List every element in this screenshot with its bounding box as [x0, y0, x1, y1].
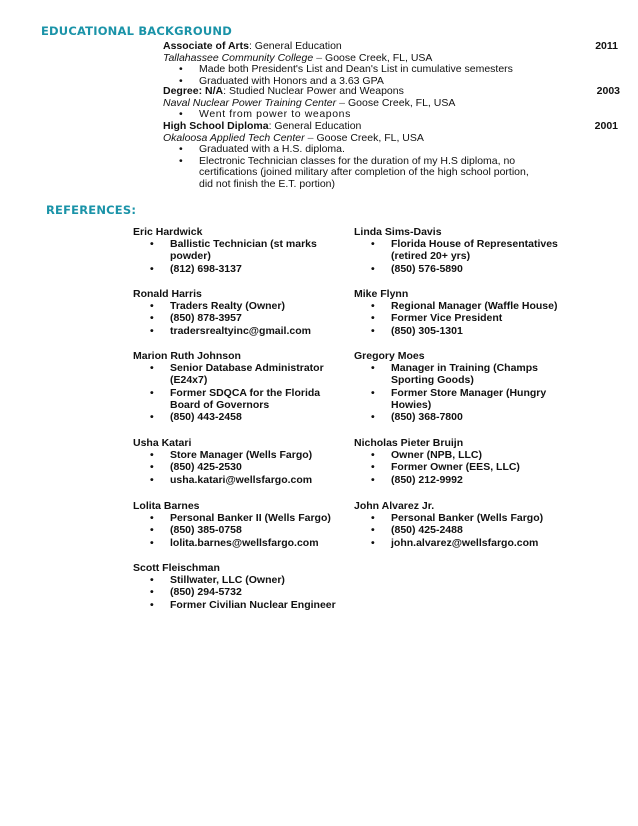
education-bullet: • Graduated with Honors and a 3.63 GPA [163, 76, 618, 88]
degree-name: High School Diploma [163, 120, 269, 132]
references-section-title: REFERENCES: [46, 203, 137, 217]
degree-field: : Studied Nuclear Power and Weapons [223, 85, 404, 97]
reference-detail: • Traders Realty (Owner) [133, 300, 348, 312]
degree-field: : General Education [268, 120, 362, 132]
reference-card [133, 437, 348, 486]
reference-phone: • (812) 698-3137 [133, 263, 333, 275]
reference-phone: • (850) 305-1301 [354, 325, 569, 337]
reference-card [133, 288, 348, 337]
reference-detail: • Former SDQCA for the Florida Board of Governors [133, 387, 343, 411]
education-bullets [163, 144, 533, 190]
reference-card [133, 562, 348, 611]
school-location: Goose Creek, FL, USA [316, 131, 424, 144]
reference-detail: • Former Vice President [354, 312, 569, 324]
education-entry [163, 41, 618, 87]
reference-name: Lolita Barnes [133, 500, 200, 512]
reference-detail: • Senior Database Administrator (E24x7) [133, 362, 343, 386]
reference-detail: • Personal Banker II (Wells Fargo) [133, 512, 348, 524]
reference-card [133, 350, 348, 423]
reference-detail: • Former Civilian Nuclear Engineer [133, 599, 348, 611]
degree-name: Degree: N/A [163, 85, 224, 97]
reference-detail: • Former Store Manager (Hungry Howies) [354, 387, 559, 411]
reference-name: Gregory Moes [354, 350, 425, 362]
school-location: Goose Creek, FL, USA [325, 51, 433, 64]
education-bullet: • Electronic Technician classes for the duration of my H.S diploma, no certifications (joined military after completion of the high school portion, did not finish the E.T. portion) [163, 156, 533, 191]
reference-card [354, 288, 569, 337]
education-heading [163, 121, 618, 133]
education-bullets [163, 64, 618, 87]
reference-phone: • (850) 425-2530 [133, 461, 348, 473]
reference-phone: • (850) 294-5732 [133, 586, 348, 598]
reference-name: Marion Ruth Johnson [133, 350, 241, 362]
reference-card [133, 226, 348, 275]
reference-detail: • Florida House of Representatives (retired 20+ yrs) [354, 238, 569, 262]
education-bullet: • Went from power to weapons [163, 109, 618, 121]
reference-phone: • (850) 368-7800 [354, 411, 559, 423]
education-heading [163, 41, 618, 53]
reference-detail: • Former Owner (EES, LLC) [354, 461, 569, 473]
reference-detail: • Regional Manager (Waffle House) [354, 300, 569, 312]
reference-name: Scott Fleischman [133, 562, 220, 574]
reference-phone: • (850) 443-2458 [133, 411, 343, 423]
reference-card [354, 500, 569, 549]
degree-name: Associate of Arts [163, 40, 249, 52]
reference-phone: • (850) 385-0758 [133, 524, 348, 536]
separator-dash: – [307, 131, 314, 144]
reference-detail: • Personal Banker (Wells Fargo) [354, 512, 569, 524]
reference-name: John Alvarez Jr. [354, 500, 435, 512]
reference-email: • lolita.barnes@wellsfargo.com [133, 537, 348, 549]
reference-detail: • Store Manager (Wells Fargo) [133, 449, 348, 461]
reference-name: Ronald Harris [133, 288, 202, 300]
education-section-title: EDUCATIONAL BACKGROUND [41, 24, 232, 38]
reference-phone: • (850) 576-5890 [354, 263, 569, 275]
reference-detail: • Owner (NPB, LLC) [354, 449, 569, 461]
education-heading [163, 86, 618, 98]
reference-card [354, 350, 569, 423]
degree-year: 2001 [594, 120, 618, 132]
school-name: Tallahassee Community College [163, 51, 314, 64]
reference-card [354, 226, 569, 275]
school-location: Goose Creek, FL, USA [347, 96, 456, 109]
degree-field: : General Education [248, 40, 342, 52]
degree-year: 2003 [596, 85, 620, 97]
reference-name: Eric Hardwick [133, 226, 203, 238]
education-entry [163, 86, 618, 121]
separator-dash: – [316, 51, 323, 64]
degree-year: 2011 [595, 40, 618, 52]
school-name: Okaloosa Applied Tech Center [163, 131, 305, 144]
reference-phone: • (850) 212-9992 [354, 474, 569, 486]
reference-detail: • Manager in Training (Champs Sporting Goods) [354, 362, 559, 386]
reference-phone: • (850) 425-2488 [354, 524, 569, 536]
reference-detail: • Ballistic Technician (st marks powder) [133, 238, 333, 262]
reference-card [354, 437, 569, 486]
school-name: Naval Nuclear Power Training Center [163, 96, 337, 109]
reference-phone: • (850) 878-3957 [133, 312, 348, 324]
reference-name: Mike Flynn [354, 288, 409, 300]
reference-card [133, 500, 348, 549]
reference-name: Linda Sims-Davis [354, 226, 442, 238]
separator-dash: – [339, 96, 345, 109]
reference-email: • tradersrealtyinc@gmail.com [133, 325, 348, 337]
reference-detail: • Stillwater, LLC (Owner) [133, 574, 348, 586]
education-bullet: • Graduated with a H.S. diploma. [163, 144, 533, 156]
education-bullets [163, 109, 618, 121]
reference-name: Nicholas Pieter Bruijn [354, 437, 464, 449]
education-bullet: • Made both President's List and Dean's List in cumulative semesters [163, 64, 618, 76]
education-entry [163, 121, 618, 190]
reference-email: • john.alvarez@wellsfargo.com [354, 537, 569, 549]
reference-name: Usha Katari [133, 437, 192, 449]
reference-email: • usha.katari@wellsfargo.com [133, 474, 348, 486]
